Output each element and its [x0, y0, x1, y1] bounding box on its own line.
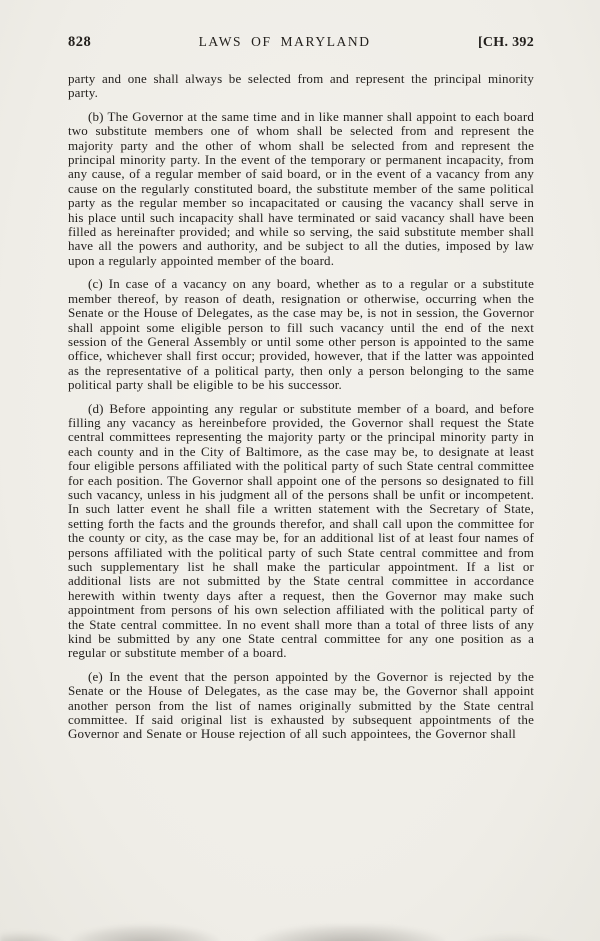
paragraph-c: (c) In case of a vacancy on any board, whether as to a regular or a substitute member thereof, by reason of death, resignation or otherwise, occurring when the Senate or the House of Delegates, as the case may be, is not in session, the Governor shall appoint some eligible person to fill such vacancy until the end of the next session of the General Assembly or until some other person is appointed to the same office, whichever shall first occur; provided, however, that if the latter was appointed as the representative of a political party, then only a person belonging to the same political party shall be eligible to be his successor. — [68, 276, 534, 393]
paragraph-d: (d) Before appointing any regular or substitute member of a board, and before filling any vacancy as hereinbefore provided, the Governor shall request the State central committees representing the majority party or the principal minority party in each county and in the City of Baltimore, as the case may be, to designate at least four eligible persons affiliated with the political party of such State central committee for each position. The Governor shall appoint one of the persons so designated to fill such vacancy, unless in his judgment all of the persons shall be unfit or incompetent. In such latter event he shall file a written statement with the Secretary of State, setting forth the facts and the grounds therefor, and shall call upon the committee for the county or city, as the case may be, for an additional list of at least four names of persons affiliated with the political party of such State central committee and from such supplementary list he shall make the particular appointment. If a list or additional lists are not submitted by the State central committee in accordance herewith within twenty days after a request, then the Governor may make such appointment from persons of his own selection affiliated with the political party of the State central committee. In no event shall more than a total of three lists of any kind be submitted by any one State central committee for any one position as a regular or substitute member of a board. — [68, 400, 534, 661]
document-body — [68, 72, 534, 742]
scan-smudge-corner — [0, 931, 70, 941]
scan-smudge-bottom-left — [70, 925, 220, 941]
scan-smudge-bottom-center — [255, 925, 445, 941]
page-header — [68, 34, 534, 51]
chapter-number: [CH. 392 — [477, 35, 534, 50]
paragraph-continuation: party and one shall always be selected from and represent the principal minority party. — [68, 71, 534, 101]
running-title: LAWS OF MARYLAND — [198, 34, 371, 49]
scan-smudge-bottom-right — [450, 933, 570, 941]
paragraph-e: (e) In the event that the person appointed by the Governor is rejected by the Senate or the House of Delegates, as the case may be, the Governor shall appoint another person from the list of names originally submitted by the State central committee. If said original list is exhausted by subsequent appointments of the Governor and Senate or House rejection of all such appointees, the Governor shall — [68, 668, 534, 742]
paragraph-b: (b) The Governor at the same time and in like manner shall appoint to each board two substitute members one of whom shall be selected from and represent the majority party and the other of whom shall be selected from and represent the principal minority party. In the event of the temporary or permanent incapacity, from any cause, of a regular member of said board, or in the event of a vacancy from any cause on the regularly constituted board, the substitute member of the same political party as the regular member so incapacitated or causing the vacancy shall serve in his place until such incapacity shall have terminated or said vacancy shall have been filled as hereinafter provided; and while so serving, the said substitute member shall have all the powers and authority, and be subject to all the duties, imposed by law upon a regularly appointed member of the board. — [68, 108, 534, 268]
page-number: 828 — [68, 34, 92, 50]
